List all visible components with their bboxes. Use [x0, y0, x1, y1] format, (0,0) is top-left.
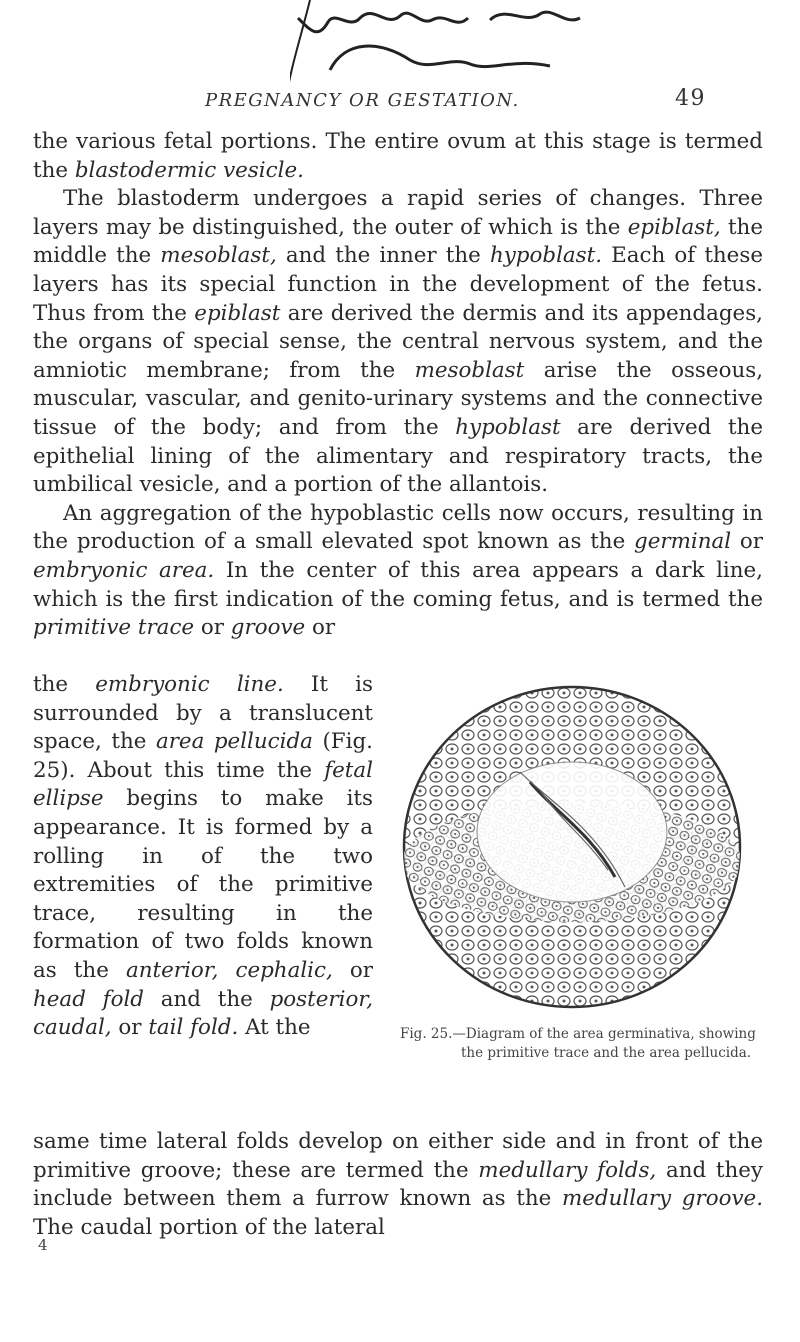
- paragraph-1: the various fetal portions. The entire ovum at this stage is termed the blastodermic vesicle.: [33, 129, 763, 183]
- running-head-title: PREGNANCY OR GESTATION.: [205, 90, 520, 111]
- page-number: 49: [675, 86, 706, 111]
- paragraph-2: The blastoderm undergoes a rapid series of changes. Three layers may be distinguished, the outer of which is the epiblast, the middle the mesoblast, and the inner the hypoblast. Each of these layers has its special function in the development of the fetus. Thus from the epiblast are derived the dermis and its appendages, the organs of special sense, the central nervous system, and the amniotic membrane; from the mesoblast arise the osseous, muscular, vascular, and genito-urinary systems and the connective tissue of the body; and from the hypoblast are derived the epithelial lining of the alimentary and respiratory tracts, the umbilical vesicle, and a portion of the allantois.: [33, 186, 763, 498]
- body-text-wrap: [33, 671, 373, 1043]
- paragraph-3: An aggregation of the hypoblastic cells now occurs, resulting in the production of a small elevated spot known as the germinal or embryonic area. In the center of this area appears a dark line, which is the first indication of the coming fetus, and is termed the primitive trace or groove or: [33, 500, 763, 641]
- body-text-bottom: [33, 1128, 763, 1242]
- figure-caption: Fig. 25.—Diagram of the area germinativa, showing the primitive trace and the area pellucida.: [400, 1026, 756, 1061]
- figure-25: [380, 672, 765, 1022]
- paragraph-3-continued: the embryonic line. It is surrounded by a translucent space, the area pellucida (Fig. 25). About this time the fetal ellipse begins to make its appearance. It is formed by a rolling in of the two extremities of the primitive trace, resulting in the formation of two folds known as the anterior, cephalic, or head fold and the posterior, caudal, or tail fold. At the: [33, 672, 374, 1041]
- area-pellucida: [477, 762, 667, 902]
- signature-mark: 4: [38, 1236, 48, 1254]
- running-head: [205, 84, 706, 114]
- body-text-top: [33, 128, 763, 643]
- embryonic-disc-diagram-icon: [380, 672, 765, 1022]
- paragraph-3-end: same time lateral folds develop on either side and in front of the primitive groove; these are termed the medullary folds, and they include between them a furrow known as the medullary groove. The caudal portion of the lateral: [33, 1129, 763, 1240]
